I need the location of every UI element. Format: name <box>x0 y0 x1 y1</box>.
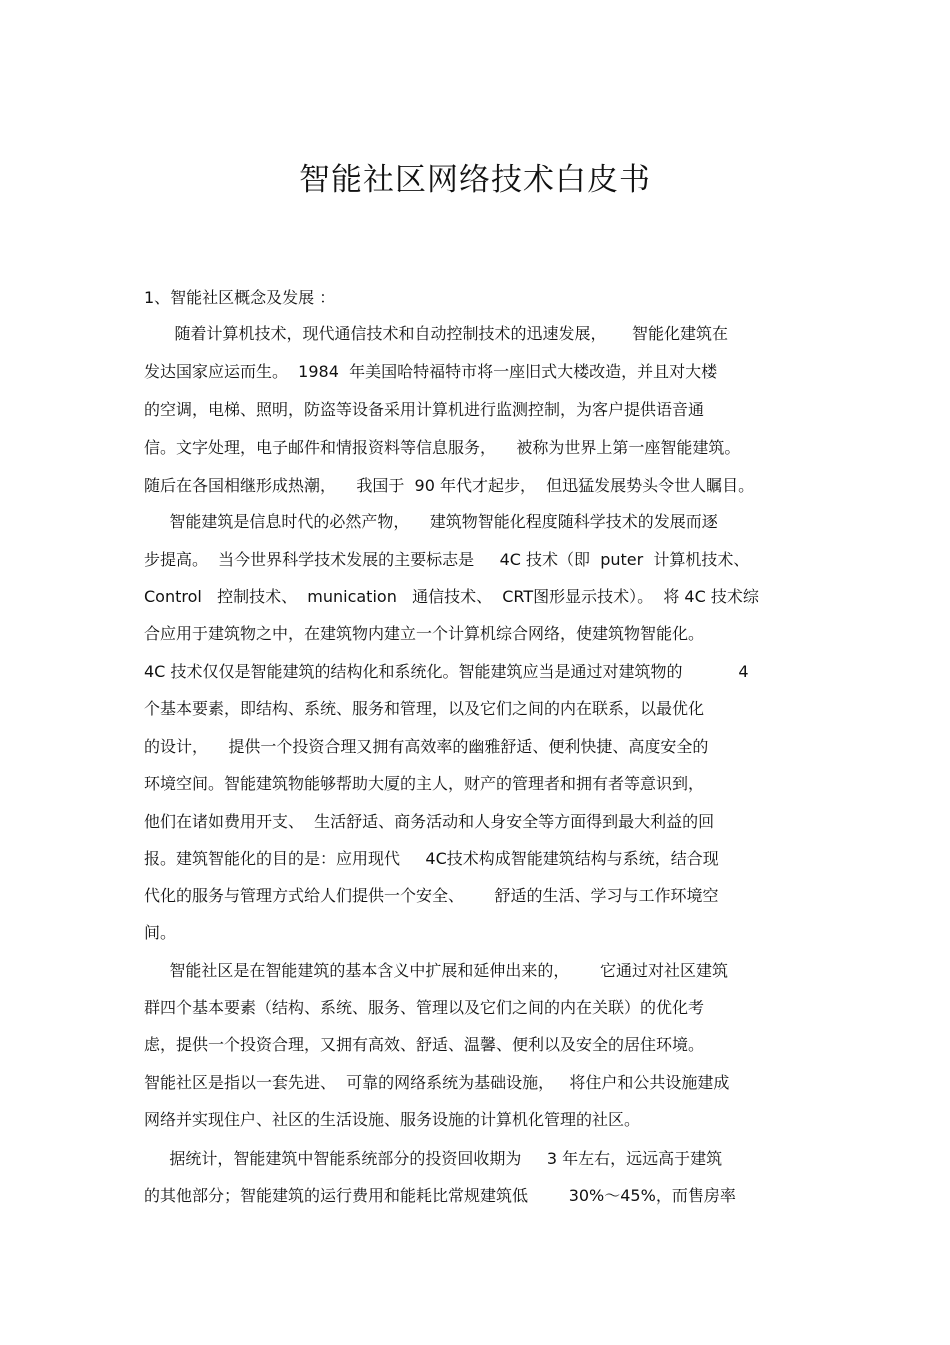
body-line: 步提高。 当今世界科学技术发展的主要标志是 4C 技术（即 puter 计算机技术、 <box>144 550 750 569</box>
body-line: 发达国家应运而生。 1984 年美国哈特福特市将一座旧式大楼改造，并且对大楼 <box>144 362 718 381</box>
body-line: 的空调，电梯、照明，防盗等设备采用计算机进行监测控制，为客户提供语音通 <box>144 400 705 419</box>
body-line: 随后在各国相继形成热潮， 我国于 90 年代才起步， 但迅猛发展势头令世人瞩目。 <box>144 476 755 495</box>
body-line: 智能社区是指以一套先进、 可靠的网络系统为基础设施， 将住户和公共设施建成 <box>144 1073 730 1092</box>
body-line: 群四个基本要素（结构、系统、服务、管理以及它们之间的内在关联）的优化考 <box>144 998 705 1017</box>
body-line: 虑，提供一个投资合理，又拥有高效、舒适、温馨、便利以及安全的居住环境。 <box>144 1035 705 1054</box>
body-line: 智能社区是在智能建筑的基本含义中扩展和延伸出来的， 它通过对社区建筑 <box>144 961 728 980</box>
body-line: 合应用于建筑物之中，在建筑物内建立一个计算机综合网络，使建筑物智能化。 <box>144 624 705 643</box>
section-heading: 1、智能社区概念及发展 ： <box>144 288 336 307</box>
body-line: 智能建筑是信息时代的必然产物， 建筑物智能化程度随科学技术的发展而逐 <box>144 512 718 531</box>
body-line: Control 控制技术、 munication 通信技术、 CRT图形显示技术）。 将 4C 技术综 <box>144 587 759 606</box>
body-line: 的其他部分；智能建筑的运行费用和能耗比常规建筑低 30%～45%，而售房率 <box>144 1186 736 1205</box>
body-line: 的设计， 提供一个投资合理又拥有高效率的幽雅舒适、便利快捷、高度安全的 <box>144 737 709 756</box>
body-line: 个基本要素，即结构、系统、服务和管理，以及它们之间的内在联系，以最优化 <box>144 699 705 718</box>
body-line: 随着计算机技术，现代通信技术和自动控制技术的迅速发展， 智能化建筑在 <box>144 324 728 343</box>
body-line: 据统计，智能建筑中智能系统部分的投资回收期为 3 年左右，远远高于建筑 <box>144 1149 723 1168</box>
body-line: 环境空间。智能建筑物能够帮助大厦的主人，财产的管理者和拥有者等意识到， <box>144 774 705 793</box>
body-line: 信。文字处理，电子邮件和情报资料等信息服务， 被称为世界上第一座智能建筑。 <box>144 438 741 457</box>
body-line: 间。 <box>144 923 177 942</box>
document-title: 智能社区网络技术白皮书 <box>299 162 651 198</box>
body-line: 他们在诸如费用开支、 生活舒适、商务活动和人身安全等方面得到最大利益的回 <box>144 812 715 831</box>
body-line: 4C 技术仅仅是智能建筑的结构化和系统化。智能建筑应当是通过对建筑物的 4 <box>144 662 749 681</box>
body-line: 报。建筑智能化的目的是：应用现代 4C技术构成智能建筑结构与系统，结合现 <box>144 849 719 868</box>
body-line: 网络并实现住户、社区的生活设施、服务设施的计算机化管理的社区。 <box>144 1110 641 1129</box>
body-line: 代化的服务与管理方式给人们提供一个安全、 舒适的生活、学习与工作环境空 <box>144 886 719 905</box>
